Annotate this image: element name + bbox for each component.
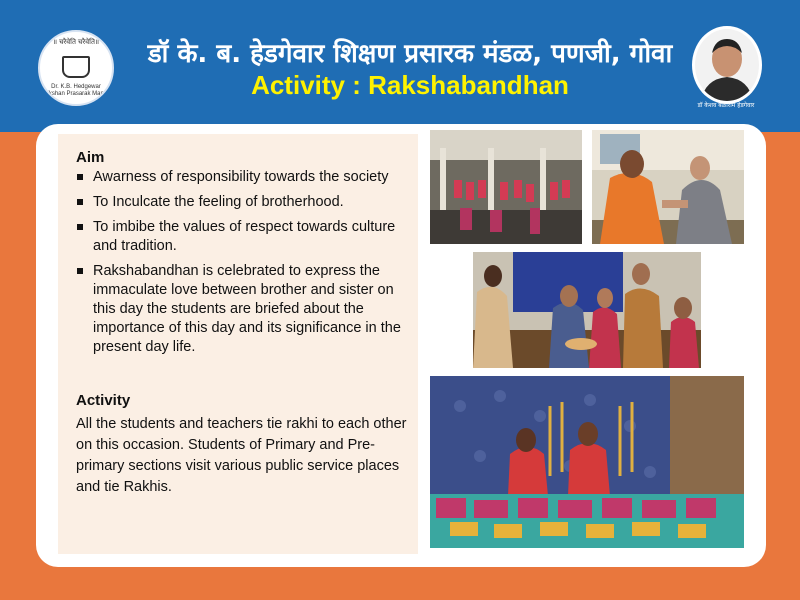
institution-logo xyxy=(38,30,114,106)
page-title: Activity : Rakshabandhan xyxy=(251,70,569,100)
activity-heading: Activity xyxy=(76,392,131,409)
title-marathi: डॉ के. ब. हेडगेवार शिक्षण प्रसारक मंडळ, पणजी, गोवा xyxy=(147,39,673,69)
portrait-caption: डॉ केशव बळीराम हेडगेवार xyxy=(697,102,755,109)
founder-portrait xyxy=(692,26,762,104)
activity-text: All the students and teachers tie rakhi to each other on this occasion. Students of Primary and Pre-primary sections visit various public service places and tie Rakhis. xyxy=(76,416,407,495)
logo-bottom-text: Dr. K.B. Hedgewar Shikshan Prasarak Mandal xyxy=(40,84,112,97)
aim-item: Rakshabandhan is celebrated to express the immaculate love between brother and sister on this day the students are briefed about the importance of this day and its significance in the present day life. xyxy=(76,262,406,357)
students-assembly-hall-photo xyxy=(430,130,582,244)
aim-item: To Inculcate the feeling of brotherhood. xyxy=(76,193,406,212)
aim-heading: Aim xyxy=(76,149,105,166)
header-banner xyxy=(0,0,800,132)
swami-tying-rakhi-photo xyxy=(592,130,744,244)
aim-item: To imbibe the values of respect towards culture and tradition. xyxy=(76,218,406,256)
aim-item: Awarness of responsibility towards the society xyxy=(76,168,406,187)
aim-list xyxy=(76,168,406,363)
logo-top-text: ॥ चरैवेति चरैवेति॥ xyxy=(52,39,100,46)
rakhi-display-photo xyxy=(430,376,744,548)
children-tying-rakhi-photo xyxy=(473,252,701,368)
book-icon xyxy=(62,56,90,78)
